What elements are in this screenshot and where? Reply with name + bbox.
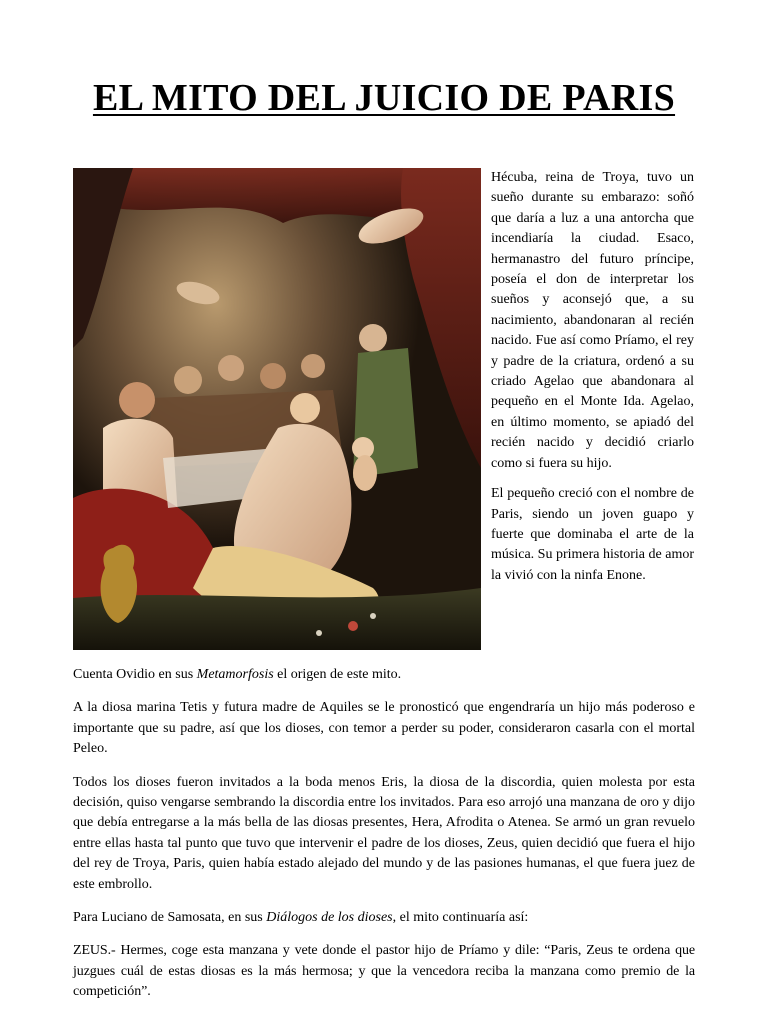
paragraph-paris: El pequeño creció con el nombre de Paris, siendo un joven guapo y fuerte que dominaba el arte de la música. Su primera historia de amor la vivió con la ninfa Enone. <box>491 486 694 583</box>
ovidio-italic: Metamorfosis <box>196 667 274 682</box>
luciano-italic: Diálogos de los dioses <box>266 910 393 926</box>
ovidio-after: el origen de este mito. <box>273 667 402 682</box>
ovidio-before: Cuenta Ovidio en sus <box>73 667 197 682</box>
paragraph-hecuba: Hécuba, reina de Troya, tuvo un sueño durante su embarazo: soñó que daría a luz a una antorcha que incendiaría la ciudad. Esaco, hermanastro del futuro príncipe, poseía el don de interpretar los sueños y aconsejó que, a su nacimiento, abandonaran al recién nacido. Fue así como Príamo, el rey y padre de la criatura, ordenó a su criado Agelao que abandonara al pequeño en el Monte Ida. Agelao, en último momento, se apiadó del recién nacido y decidió criarlo como si fuera su hijo. <box>491 170 694 471</box>
painting-illustration <box>73 168 481 650</box>
paragraph-zeus: ZEUS.- Hermes, coge esta manzana y vete donde el pastor hijo de Príamo y dile: “Paris, Zeus te ordena que juzgues cuál de estas diosas es la más hermosa; y que la vencedora reciba la manzana como premio de la competición”. <box>73 943 695 1000</box>
painting-image <box>73 168 481 650</box>
paragraph-tetis: A la diosa marina Tetis y futura madre de Aquiles se le pronosticó que engendraría un hijo más poderoso e importante que su padre, así que los dioses, con temor a perder su poder, consideraron casarla con el mortal Peleo. <box>73 700 695 757</box>
side-text-column <box>491 168 694 596</box>
luciano-after: , el mito continuaría así: <box>392 910 529 926</box>
page-title: EL MITO DEL JUICIO DE PARIS <box>92 77 676 119</box>
paragraph-ovidio <box>73 665 695 685</box>
paragraph-luciano <box>73 908 695 928</box>
luciano-before: Para Luciano de Samosata, en sus <box>73 910 267 926</box>
main-text <box>73 665 695 1016</box>
paragraph-eris: Todos los dioses fueron invitados a la boda menos Eris, la diosa de la discordia, quien molesta por esta decisión, quiso vengarse sembrando la discordia entre los invitados. Para eso arrojó una manzana de oro y dijo que debía entregarse a la más bella de las diosas presentes, Hera, Afrodita o Atenea. Se armó un gran revuelo entre ellas hasta tal punto que tuvo que intervenir el padre de los dioses, Zeus, quien decidió que fuera el hijo del rey de Troya, Paris, quien había estado alejado del mundo y de las pasiones humanas, el que fuera juez de este embrollo. <box>73 774 695 892</box>
